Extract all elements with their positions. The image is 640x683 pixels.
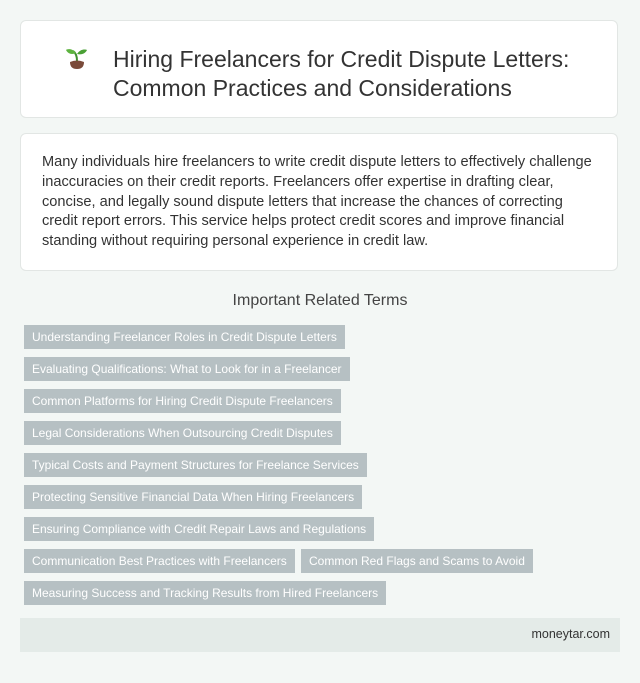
related-term-tag[interactable]: Common Platforms for Hiring Credit Dispute Freelancers [24, 389, 341, 413]
intro-card [20, 133, 618, 271]
related-term-tag[interactable]: Communication Best Practices with Freelancers [24, 549, 295, 573]
seedling-icon [64, 45, 90, 71]
related-term-tag[interactable]: Measuring Success and Tracking Results from Hired Freelancers [24, 581, 386, 605]
footer [20, 618, 620, 652]
footer-site-link[interactable]: moneytar.com [531, 627, 610, 641]
title-line-1: Hiring Freelancers for Credit Dispute Letters: [113, 46, 570, 72]
related-term-tag[interactable]: Typical Costs and Payment Structures for Freelance Services [24, 453, 367, 477]
related-term-tag[interactable]: Ensuring Compliance with Credit Repair Laws and Regulations [24, 517, 374, 541]
title-card [20, 20, 618, 118]
related-terms-heading: Important Related Terms [232, 292, 408, 309]
related-term-tag[interactable]: Legal Considerations When Outsourcing Credit Disputes [24, 421, 341, 445]
related-term-tag[interactable]: Evaluating Qualifications: What to Look for in a Freelancer [24, 357, 350, 381]
related-term-tag[interactable]: Common Red Flags and Scams to Avoid [301, 549, 533, 573]
related-term-tag[interactable]: Understanding Freelancer Roles in Credit Dispute Letters [24, 325, 345, 349]
page-title [113, 45, 603, 103]
related-term-tag[interactable]: Protecting Sensitive Financial Data When Hiring Freelancers [24, 485, 362, 509]
title-line-2: Common Practices and Considerations [113, 75, 512, 101]
intro-paragraph: Many individuals hire freelancers to write credit dispute letters to effectively challenge inaccuracies on their credit reports. Freelancers offer expertise in drafting clear, concise, and legally sound dispute letters that increase the chances of correcting credit report errors. This service helps protect credit scores and improve financial standing without requiring personal experience in credit law. [42, 154, 592, 250]
